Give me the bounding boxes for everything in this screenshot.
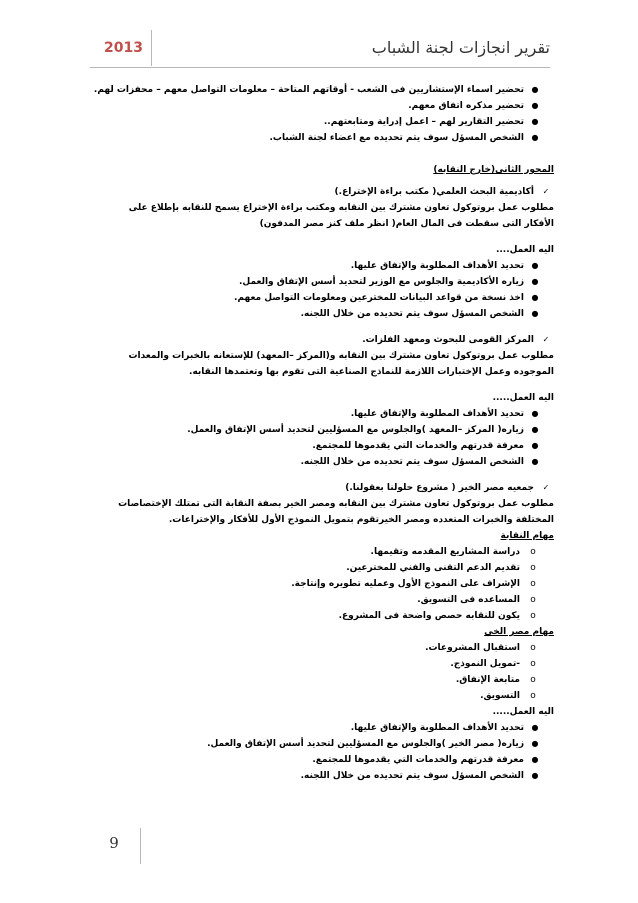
page-number: 9 — [109, 834, 119, 852]
union-tasks-label: مهام النقابة — [500, 531, 554, 541]
list-item: ● اخذ نسخة من قواعد البيانات للمخترعين ومعلومات التواصل معهم. — [86, 290, 554, 306]
bullet-icon: ● — [531, 723, 539, 732]
list-item: o المساعده فى التسويق. — [86, 592, 554, 608]
list-item: ● الشخص المسؤل سوف يتم تحديده مع اعضاء لجنة الشباب. — [86, 130, 554, 146]
bullet-icon: ● — [531, 133, 539, 142]
bullet-icon: ● — [531, 277, 539, 286]
header-title: تقرير انجازات لجنة الشباب — [371, 38, 550, 57]
bullet-icon: ● — [531, 771, 539, 780]
paragraph-line: مطلوب عمل بروتوكول تعاون مشترك بين النقابه و(المركز –المعهد) للإستعانه بالخبرات والمعدات — [128, 351, 554, 361]
list-item: ● زياره( المركز –المعهد )والجلوس مع المسؤليين لتحديد أسس الإتفاق والعمل. — [86, 422, 554, 438]
list-item: o استقبال المشروعات. — [86, 640, 554, 656]
page-header — [90, 30, 550, 66]
bullet-icon: ● — [531, 85, 539, 94]
list-item: o دراسة المشاريع المقدمه وتقيمها. — [86, 544, 554, 560]
bullet-icon: ● — [531, 441, 539, 450]
list-item: o تقديم الدعم التقنى والفني للمخترعين. — [86, 560, 554, 576]
header-year: 2013 — [90, 30, 152, 66]
list-item: o الإشراف على النموذج الأول وعمليه تطويره وإنتاجة. — [86, 576, 554, 592]
circle-bullet-icon: o — [530, 595, 536, 605]
circle-bullet-icon: o — [530, 675, 536, 685]
list-item: ● تحديد الأهداف المطلوبة والإتفاق عليها. — [86, 406, 554, 422]
circle-bullet-icon: o — [530, 579, 536, 589]
circle-bullet-icon: o — [530, 691, 536, 701]
bullet-icon: ● — [531, 309, 539, 318]
checkmark-icon: ✓ — [542, 187, 550, 196]
work-label: اليه العمل.... — [495, 245, 554, 255]
list-item: o يكون للنقابه حصص واضحة فى المشروع. — [86, 608, 554, 624]
work-label: اليه العمل..... — [492, 393, 554, 403]
list-item: ● معرفة قدرتهم والخدمات التي يقدموها للمجتمع. — [86, 752, 554, 768]
bullet-icon: ● — [531, 101, 539, 110]
checkmark-icon: ✓ — [542, 483, 550, 492]
bullet-icon: ● — [531, 739, 539, 748]
work-label: اليه العمل..... — [492, 707, 554, 717]
circle-bullet-icon: o — [530, 643, 536, 653]
list-item: ● زياره( مصر الخير )والجلوس مع المسؤليين لتحديد أسس الإتفاق والعمل. — [86, 736, 554, 752]
paragraph-line: مطلوب عمل بروتوكول تعاون مشترك بين النقابه ومصر الخير بصفة النقابة التى تمتلك الإختصاصات — [118, 499, 554, 509]
paragraph-line: المختلفة والخبرات المتعدده ومصر الخيرتقوم بتمويل النموذج الأول للأفكار والإختراعات. — [168, 515, 554, 525]
list-item: ● تحديد الأهداف المطلوبة والإتفاق عليها. — [86, 258, 554, 274]
circle-bullet-icon: o — [530, 659, 536, 669]
list-item: o متابعة الإنفاق. — [86, 672, 554, 688]
checkmark-icon: ✓ — [542, 335, 550, 344]
bullet-icon: ● — [531, 261, 539, 270]
bullet-icon: ● — [531, 293, 539, 302]
misr-tasks-label: مهام مصر الخي — [484, 627, 554, 637]
bullet-icon: ● — [531, 117, 539, 126]
list-item: ● تحضير اسماء الإستشاريين فى الشعب - أوقاتهم المتاحة – معلومات التواصل معهم – محفزات لهم. — [86, 82, 554, 98]
checked-heading: ✓ المركز القومى للبحوث ومعهد الفلزات. — [86, 332, 554, 348]
list-item: ● تحضير التقارير لهم – اعمل إدراية ومتابعتهم.. — [86, 114, 554, 130]
list-item: ● تحديد الأهداف المطلوبة والإتفاق عليها. — [86, 720, 554, 736]
list-item: ● تحضير مذكره اتفاق معهم. — [86, 98, 554, 114]
page-footer — [96, 828, 141, 864]
bullet-icon: ● — [531, 425, 539, 434]
axis2-title: المحور الثانى(خارج النقابه) — [433, 165, 554, 175]
list-item: ● الشخص المسؤل سوف يتم تحديده من خلال اللجنه. — [86, 768, 554, 784]
paragraph-line: مطلوب عمل بروتوكول تعاون مشترك بين النقابه ومكتب براءة الإختراع يسمح للنقابه بإطلاع على — [128, 203, 554, 213]
paragraph-line: الأفكار التى سقطت فى المال العام( انظر ملف كنز مصر المدفون) — [259, 219, 554, 229]
checked-heading: ✓ جمعيه مصر الخير ( مشروع حلولنا بعقولنا.) — [86, 480, 554, 496]
bullet-icon: ● — [531, 755, 539, 764]
document-body — [86, 82, 554, 784]
bullet-icon: ● — [531, 457, 539, 466]
circle-bullet-icon: o — [530, 611, 536, 621]
list-item: ● الشخص المسؤل سوف يتم تحديده من خلال اللجنه. — [86, 306, 554, 322]
circle-bullet-icon: o — [530, 547, 536, 557]
checked-heading: ✓ أكاديمية البحث العلمي( مكتب براءة الإختراع.) — [86, 184, 554, 200]
header-rule — [90, 67, 550, 68]
bullet-icon: ● — [531, 409, 539, 418]
list-item: o -تمويل النموذج. — [86, 656, 554, 672]
circle-bullet-icon: o — [530, 563, 536, 573]
list-item: ● الشخص المسؤل سوف يتم تحديده من خلال اللجنه. — [86, 454, 554, 470]
list-item: o التسويق. — [86, 688, 554, 704]
list-item: ● زياره الأكاديمية والجلوس مع الوزير لتحديد أسس الإتفاق والعمل. — [86, 274, 554, 290]
list-item: ● معرفة قدرتهم والخدمات التي يقدموها للمجتمع. — [86, 438, 554, 454]
paragraph-line: الموجوده وعمل الإختبارات اللازمة للنماذج الصناعية التى تقوم بها وتعتمدها النقابه. — [189, 367, 554, 377]
